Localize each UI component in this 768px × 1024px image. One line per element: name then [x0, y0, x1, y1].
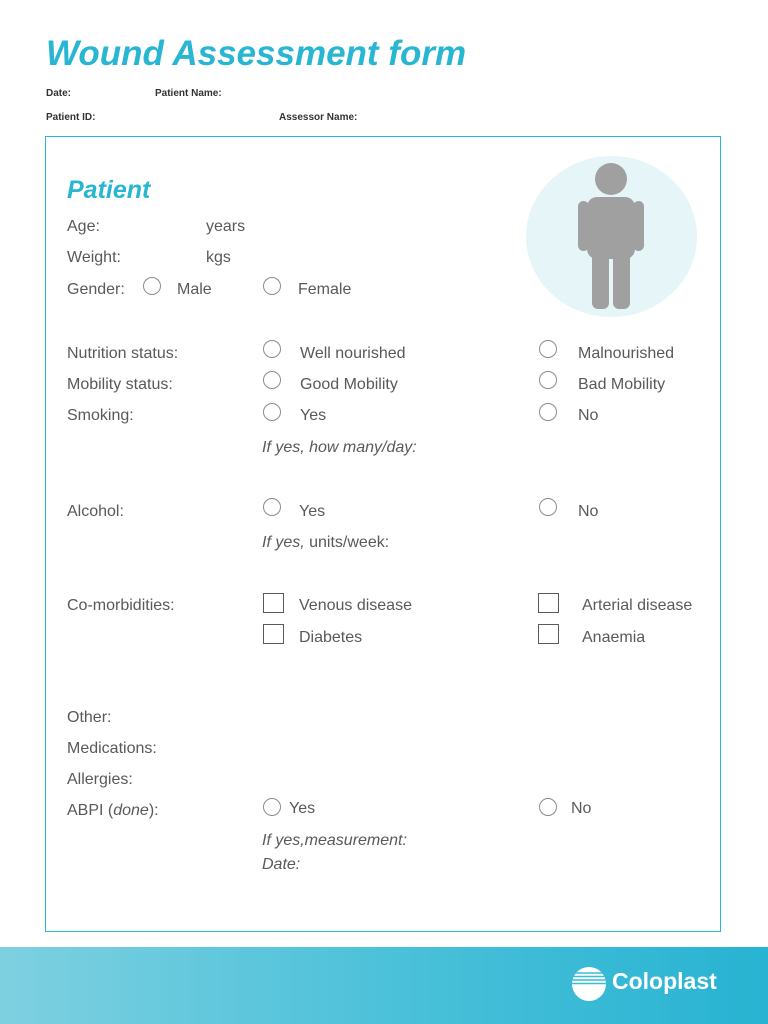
alcohol-hint-prefix: If yes,: [262, 534, 305, 551]
weight-unit: kgs: [206, 249, 231, 266]
gender-female-label: Female: [298, 281, 352, 298]
mobility-bad-label: Bad Mobility: [578, 376, 666, 393]
brand-name: Coloplast: [612, 968, 717, 994]
date-label: Date:: [46, 88, 72, 99]
venous-checkbox[interactable]: [263, 593, 284, 613]
diabetes-checkbox[interactable]: [263, 624, 284, 644]
alcohol-yes-radio[interactable]: [263, 498, 281, 516]
abpi-label-suffix: ):: [148, 802, 159, 819]
anaemia-checkbox[interactable]: [538, 624, 559, 644]
abpi-hint-date: Date:: [262, 856, 301, 873]
abpi-yes-label: Yes: [289, 800, 316, 817]
smoking-yes-label: Yes: [300, 407, 327, 424]
allergies-label: Allergies:: [67, 771, 133, 788]
alcohol-no-label: No: [578, 503, 599, 520]
arterial-checkbox[interactable]: [538, 593, 559, 613]
smoking-label: Smoking:: [67, 407, 134, 424]
nutrition-well-label: Well nourished: [300, 345, 406, 362]
assessor-name-label: Assessor Name:: [279, 112, 358, 123]
nutrition-mal-label: Malnourished: [578, 345, 675, 362]
gender-label: Gender:: [67, 281, 125, 298]
gender-female-radio[interactable]: [263, 277, 281, 295]
abpi-yes-radio[interactable]: [263, 798, 281, 816]
section-title: Patient: [67, 176, 151, 204]
arterial-label: Arterial disease: [582, 597, 693, 614]
diabetes-label: Diabetes: [299, 629, 363, 646]
nutrition-label: Nutrition status:: [67, 345, 179, 362]
mobility-good-label: Good Mobility: [300, 376, 398, 393]
nutrition-well-radio[interactable]: [263, 340, 281, 358]
patient-name-label: Patient Name:: [155, 88, 222, 99]
abpi-no-label: No: [571, 800, 592, 817]
mobility-label: Mobility status:: [67, 376, 173, 393]
smoking-no-label: No: [578, 407, 599, 424]
alcohol-hint: [262, 534, 389, 552]
alcohol-label: Alcohol:: [67, 503, 124, 520]
anaemia-label: Anaemia: [582, 629, 646, 646]
gender-male-label: Male: [177, 281, 212, 298]
smoking-hint: If yes, how many/day:: [262, 439, 417, 456]
other-label: Other:: [67, 709, 112, 726]
mobility-bad-radio[interactable]: [539, 371, 557, 389]
venous-label: Venous disease: [299, 597, 412, 614]
alcohol-no-radio[interactable]: [539, 498, 557, 516]
patient-id-label: Patient ID:: [46, 112, 96, 123]
abpi-label-prefix: ABPI (: [67, 802, 114, 819]
abpi-hint-measurement: If yes,measurement:: [262, 832, 407, 849]
coloplast-logo-icon: [571, 966, 607, 1002]
abpi-label-italic: done: [113, 802, 149, 819]
alcohol-hint-suffix: units/week:: [304, 534, 390, 551]
abpi-no-radio[interactable]: [539, 798, 557, 816]
smoking-yes-radio[interactable]: [263, 403, 281, 421]
nutrition-mal-radio[interactable]: [539, 340, 557, 358]
abpi-label: [67, 802, 159, 820]
alcohol-yes-label: Yes: [299, 503, 326, 520]
comorbidities-label: Co-morbidities:: [67, 597, 175, 614]
smoking-no-radio[interactable]: [539, 403, 557, 421]
gender-male-radio[interactable]: [143, 277, 161, 295]
weight-label: Weight:: [67, 249, 121, 266]
age-unit: years: [206, 218, 246, 235]
medications-label: Medications:: [67, 740, 157, 757]
person-icon: [575, 161, 647, 311]
age-label: Age:: [67, 218, 100, 235]
page-title: Wound Assessment form: [46, 34, 467, 73]
mobility-good-radio[interactable]: [263, 371, 281, 389]
